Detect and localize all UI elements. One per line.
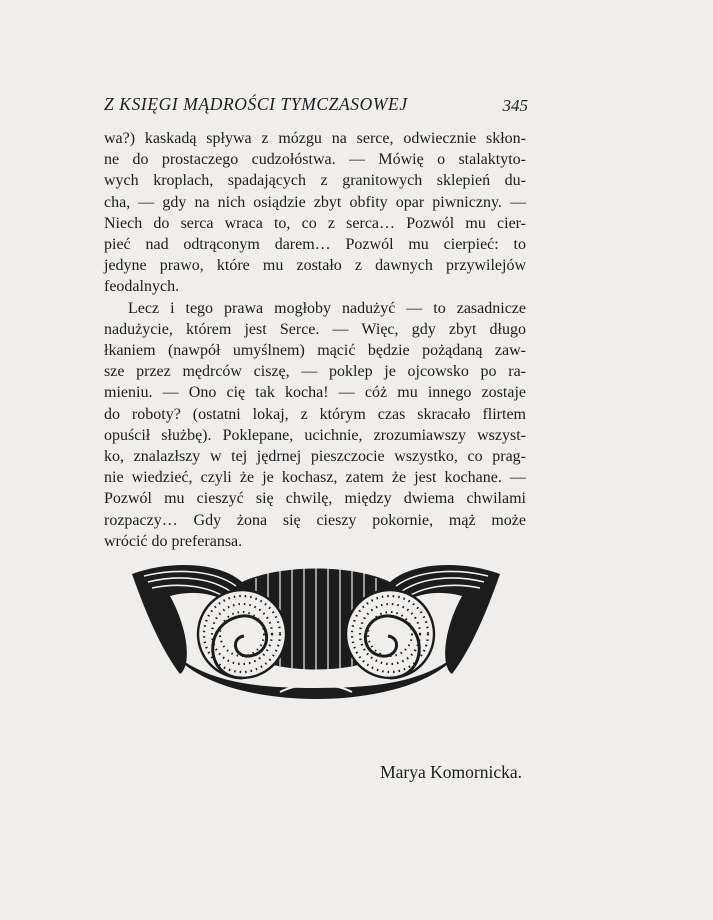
text-line: Lecz i tego prawa mogłoby nadużyć — to zasadnicze bbox=[128, 299, 526, 317]
text-line: wa?) kaskadą spływa z mózgu na serce, odwiecznie skłon- bbox=[104, 130, 526, 147]
text-line: feodalnych. bbox=[104, 278, 180, 296]
page-number: 345 bbox=[502, 96, 528, 115]
text-line: sze przez mędrców ciszę, — poklep je ojcowsko po ra- bbox=[104, 363, 526, 381]
body-text bbox=[104, 128, 526, 552]
paragraph-2 bbox=[104, 298, 526, 552]
text-line: Pozwól mu cieszyć się chwilę, między dwiema chwilami bbox=[104, 490, 526, 508]
text-line: Niech do serca wraca to, co z serca… Pozwól mu cier- bbox=[104, 214, 526, 232]
text-line: wych kroplach, spadających z granitowych sklepień du- bbox=[104, 172, 526, 190]
paragraph-1 bbox=[104, 128, 526, 298]
text-line: ne do prostaczego cudzołóstwa. — Mówię o stalaktyto- bbox=[104, 151, 526, 169]
text-line: cha, — gdy na nich osiądzie zbyt obfity opar piwniczny. — bbox=[104, 193, 526, 211]
running-title: Z KSIĘGI MĄDROŚCI TYMCZASOWEJ bbox=[104, 94, 408, 114]
text-line: rozpaczy… Gdy żona się cieszy pokornie, mąż może bbox=[104, 511, 526, 529]
text-line: nie wiedzieć, czyli że je kochasz, zatem że jest kochane. — bbox=[104, 469, 526, 487]
text-line: opuścił służbę). Poklepane, ucichnie, zrozumiawszy wszyst- bbox=[104, 426, 526, 444]
text-line: łkaniem (nawpół umyślnem) mącić będzie pożądaną zaw- bbox=[104, 342, 526, 360]
text-line: do roboty? (ostatni lokaj, z którym czas skracało flirtem bbox=[104, 405, 526, 423]
text-line: mieniu. — Ono cię tak kocha! — cóż mu innego zostaje bbox=[104, 384, 526, 402]
text-line: pieć nad odtrąconym darem… Pozwól mu cierpieć: to bbox=[104, 236, 526, 254]
text-line: jedyne prawo, które mu zostało z dawnych przywilejów bbox=[104, 257, 526, 275]
ram-horn-ornament bbox=[130, 556, 502, 716]
text-line: ko, znalazłszy w tej jędrnej pieszczocie wszystko, co prag- bbox=[104, 448, 526, 466]
page-header bbox=[104, 94, 528, 122]
author-signature: Marya Komornicka. bbox=[380, 762, 522, 782]
text-line: nadużycie, którem jest Serce. — Więc, gdy zbyt długo bbox=[104, 320, 526, 338]
text-line: wrócić do preferansa. bbox=[104, 532, 243, 550]
